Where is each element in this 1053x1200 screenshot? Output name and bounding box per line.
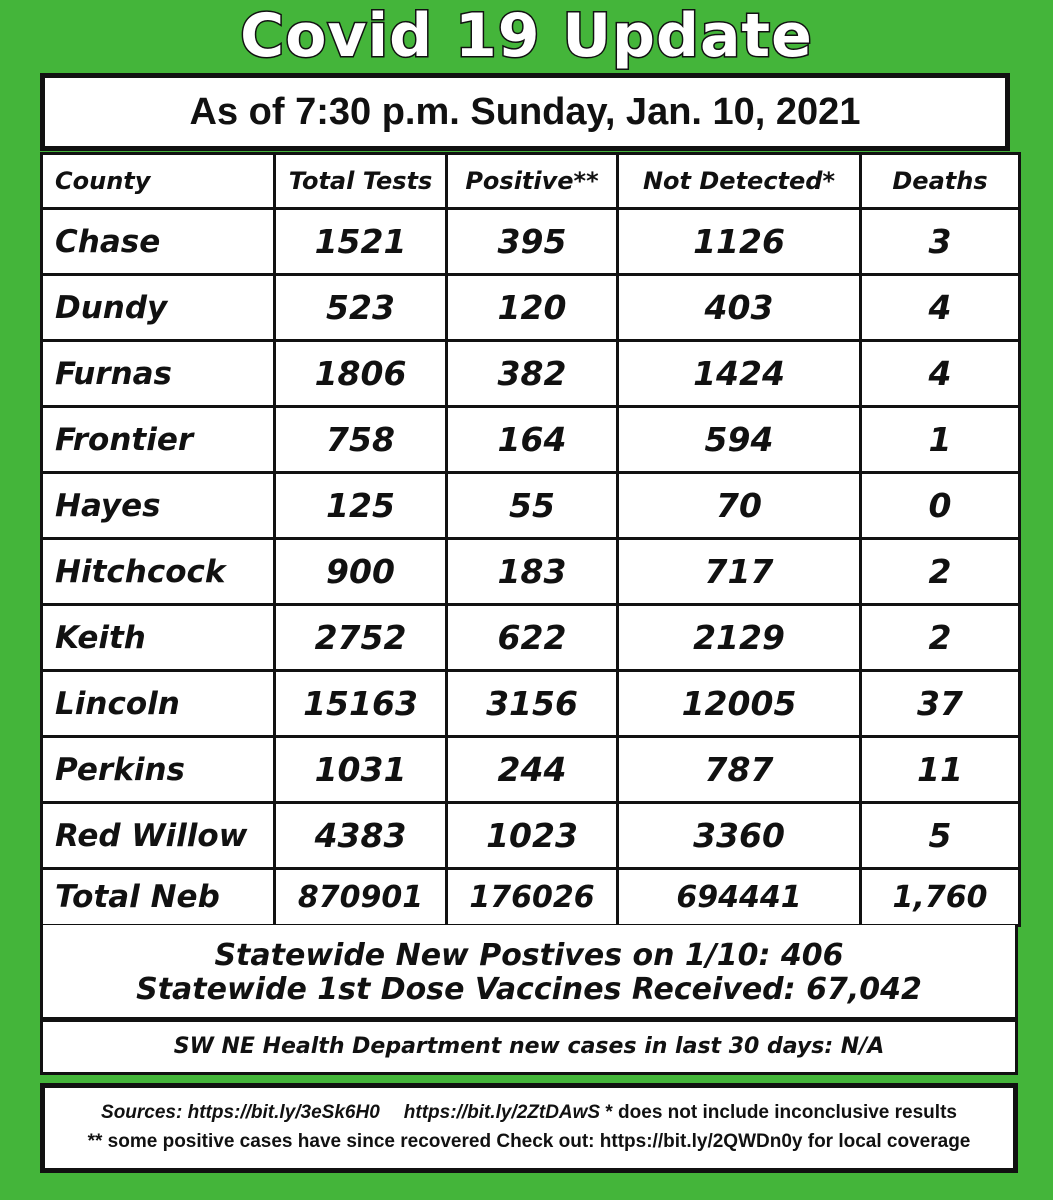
county-cell: Perkins bbox=[42, 737, 275, 803]
deaths-cell: 5 bbox=[861, 803, 1020, 869]
table-row bbox=[42, 737, 1020, 803]
total-row bbox=[42, 869, 1020, 926]
not-detected-cell: 717 bbox=[618, 539, 861, 605]
date-banner: As of 7:30 p.m. Sunday, Jan. 10, 2021 bbox=[40, 73, 1010, 151]
county-cell: Red Willow bbox=[42, 803, 275, 869]
table-row bbox=[42, 605, 1020, 671]
table-row bbox=[42, 341, 1020, 407]
county-cell: Furnas bbox=[42, 341, 275, 407]
column-header-county: County bbox=[42, 154, 275, 209]
sources-link-1[interactable]: Sources: https://bit.ly/3eSk6H0 bbox=[101, 1102, 380, 1123]
table-row bbox=[42, 539, 1020, 605]
positive-cell: 622 bbox=[447, 605, 618, 671]
county-cell: Hitchcock bbox=[42, 539, 275, 605]
column-header-deaths: Deaths bbox=[861, 154, 1020, 209]
deaths-cell: 3 bbox=[861, 209, 1020, 275]
total-tests-cell: 523 bbox=[275, 275, 447, 341]
not-detected-cell: 594 bbox=[618, 407, 861, 473]
positive-cell: 395 bbox=[447, 209, 618, 275]
deaths-cell: 4 bbox=[861, 275, 1020, 341]
county-cell: Keith bbox=[42, 605, 275, 671]
positive-cell: 164 bbox=[447, 407, 618, 473]
not-detected-cell: 2129 bbox=[618, 605, 861, 671]
county-cell: Lincoln bbox=[42, 671, 275, 737]
table-row bbox=[42, 803, 1020, 869]
sources-line-2: ** some positive cases have since recovered Check out: https://bit.ly/2QWDn0y for local coverage bbox=[87, 1131, 971, 1152]
not-detected-cell: 787 bbox=[618, 737, 861, 803]
page-title: Covid 19 Update bbox=[240, 1, 813, 71]
sources-line-1 bbox=[45, 1099, 1013, 1127]
positive-cell: 1023 bbox=[447, 803, 618, 869]
column-header-positive: Positive** bbox=[447, 154, 618, 209]
table-row bbox=[42, 209, 1020, 275]
total-tests-cell: 4383 bbox=[275, 803, 447, 869]
total-tests-cell: 2752 bbox=[275, 605, 447, 671]
positive-cell: 55 bbox=[447, 473, 618, 539]
total-tests-cell: 125 bbox=[275, 473, 447, 539]
total-tests-cell: 1521 bbox=[275, 209, 447, 275]
positive-cell: 120 bbox=[447, 275, 618, 341]
not-detected-cell: 1424 bbox=[618, 341, 861, 407]
column-header-total-tests: Total Tests bbox=[275, 154, 447, 209]
not-detected-cell: 403 bbox=[618, 275, 861, 341]
total-tests-cell: 15163 bbox=[275, 671, 447, 737]
positive-cell: 382 bbox=[447, 341, 618, 407]
positive-cell: 183 bbox=[447, 539, 618, 605]
table-row bbox=[42, 671, 1020, 737]
deaths-cell: 1 bbox=[861, 407, 1020, 473]
inconclusive-note: * does not include inconclusive results bbox=[605, 1102, 957, 1123]
total-tests-cell: 758 bbox=[275, 407, 447, 473]
total-tests-cell: 1806 bbox=[275, 341, 447, 407]
total-tests-cell: 1031 bbox=[275, 737, 447, 803]
sources-footer bbox=[40, 1083, 1018, 1173]
not-detected-cell: 694441 bbox=[618, 869, 861, 926]
table-row bbox=[42, 473, 1020, 539]
positive-cell: 176026 bbox=[447, 869, 618, 926]
deaths-cell: 0 bbox=[861, 473, 1020, 539]
table-header-row bbox=[42, 154, 1020, 209]
deaths-cell: 2 bbox=[861, 539, 1020, 605]
county-cell: Hayes bbox=[42, 473, 275, 539]
table-row bbox=[42, 275, 1020, 341]
table-row bbox=[42, 407, 1020, 473]
deaths-cell: 37 bbox=[861, 671, 1020, 737]
positive-cell: 3156 bbox=[447, 671, 618, 737]
deaths-cell: 11 bbox=[861, 737, 1020, 803]
total-tests-cell: 900 bbox=[275, 539, 447, 605]
county-cell: Frontier bbox=[42, 407, 275, 473]
statewide-vaccines: Statewide 1st Dose Vaccines Received: 67,042 bbox=[136, 972, 922, 1007]
total-label-cell: Total Neb bbox=[42, 869, 275, 926]
deaths-cell: 1,760 bbox=[861, 869, 1020, 926]
statewide-new-positives: Statewide New Postives on 1/10: 406 bbox=[214, 938, 844, 973]
deaths-cell: 4 bbox=[861, 341, 1020, 407]
covid-table bbox=[40, 152, 1021, 927]
not-detected-cell: 1126 bbox=[618, 209, 861, 275]
deaths-cell: 2 bbox=[861, 605, 1020, 671]
county-cell: Chase bbox=[42, 209, 275, 275]
column-header-not-detected: Not Detected* bbox=[618, 154, 861, 209]
not-detected-cell: 70 bbox=[618, 473, 861, 539]
total-tests-cell: 870901 bbox=[275, 869, 447, 926]
not-detected-cell: 12005 bbox=[618, 671, 861, 737]
not-detected-cell: 3360 bbox=[618, 803, 861, 869]
health-department-note: SW NE Health Department new cases in last 30 days: N/A bbox=[40, 1019, 1018, 1075]
county-cell: Dundy bbox=[42, 275, 275, 341]
sources-link-2[interactable]: https://bit.ly/2ZtDAwS bbox=[403, 1102, 601, 1123]
positive-cell: 244 bbox=[447, 737, 618, 803]
statewide-summary bbox=[40, 925, 1018, 1020]
